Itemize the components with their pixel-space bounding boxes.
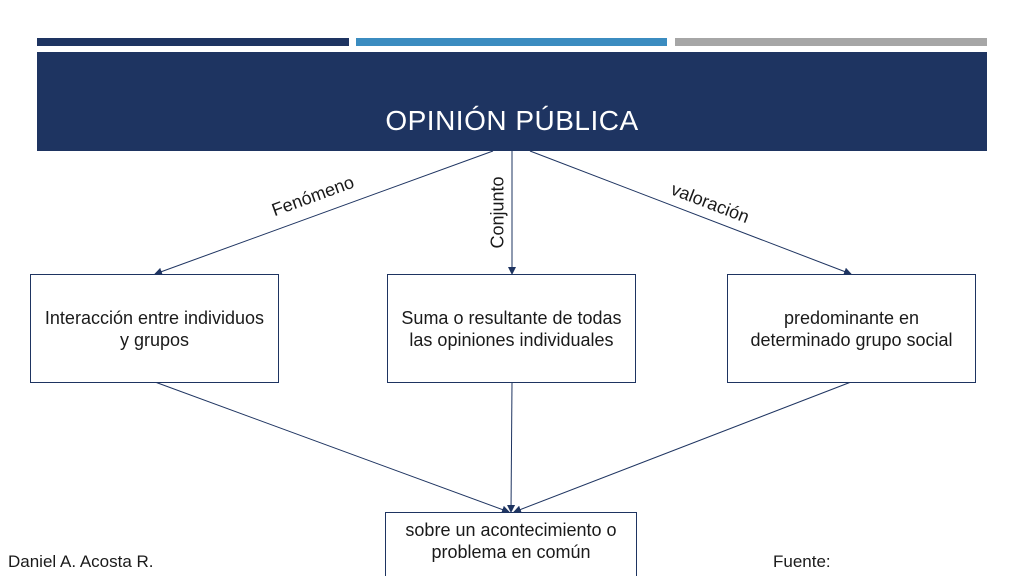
page-title: OPINIÓN PÚBLICA (385, 105, 639, 136)
node-predominante-text: predominante en determinado grupo social (750, 307, 953, 350)
source-label: Fuente: (773, 552, 831, 571)
node-interaccion (30, 274, 279, 383)
connector-left-to-bottom (155, 382, 509, 512)
node-acontecimiento (385, 512, 637, 576)
author-credit: Daniel A. Acosta R. (8, 552, 154, 571)
connector-center-to-bottom (511, 382, 512, 512)
node-suma (387, 274, 636, 383)
connector-title-to-left (155, 151, 493, 274)
node-suma-text: Suma o resultante de todas las opiniones individuales (401, 307, 622, 350)
node-interaccion-text: Interacción entre individuos y grupos (44, 307, 265, 350)
edge-label-valoracion: valoración (668, 178, 753, 228)
node-predominante (727, 274, 976, 383)
edge-label-conjunto: Conjunto (487, 176, 508, 249)
edge-label-fenomeno: Fenómeno (269, 171, 357, 221)
connector-title-to-right (530, 151, 851, 274)
connector-right-to-bottom (514, 382, 851, 512)
node-acontecimiento-text: sobre un acontecimiento o problema en común (405, 520, 617, 562)
